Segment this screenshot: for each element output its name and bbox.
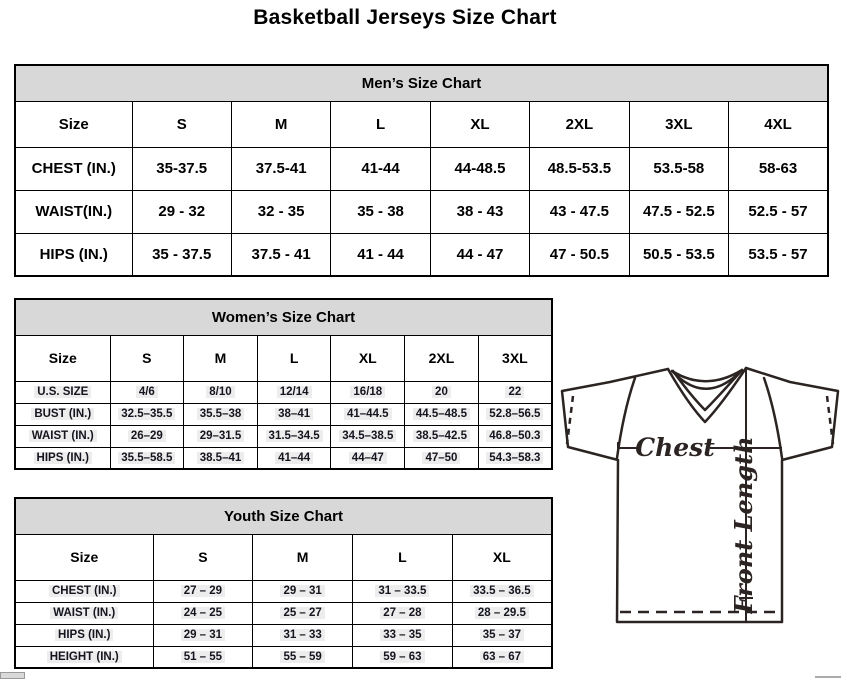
value-cell [530, 233, 629, 276]
value-cell [132, 190, 231, 233]
cell-text: 41–44.5 [344, 408, 392, 420]
cell-text: BUST (IN.) [31, 408, 94, 420]
value-cell [331, 447, 405, 469]
value-cell [132, 147, 231, 190]
row-label [15, 646, 153, 668]
value-cell [405, 403, 479, 425]
cell-text: 27 – 28 [380, 607, 424, 619]
cell-text: 38.5–42.5 [413, 430, 470, 442]
right-sleeve-seam [764, 378, 782, 458]
value-cell [405, 425, 479, 447]
cell-text: 29 – 31 [280, 585, 324, 597]
cell-text: 16/18 [350, 386, 385, 398]
chest-label: Chest [635, 433, 715, 462]
youth-table-title: Youth Size Chart [15, 498, 552, 534]
value-cell [184, 425, 258, 447]
value-cell [257, 447, 331, 469]
column-header: XL [331, 335, 405, 381]
cell-text: 35 - 38 [357, 203, 404, 220]
cell-text: 52.5 - 57 [748, 203, 808, 220]
value-cell [452, 580, 552, 602]
cell-text: 38 - 43 [456, 203, 504, 220]
row-label [15, 580, 153, 602]
cell-text: 20 [432, 386, 451, 398]
mens-size-chart-table [14, 64, 829, 277]
value-cell [478, 447, 552, 469]
cell-text: 8/10 [206, 386, 234, 398]
row-label [15, 147, 132, 190]
cell-text: 52.8–56.5 [486, 408, 543, 420]
cell-text: HIPS (IN.) [34, 452, 92, 464]
cell-text: 47–50 [422, 452, 460, 464]
column-header: S [132, 101, 231, 147]
value-cell [331, 403, 405, 425]
value-cell [253, 602, 353, 624]
womens-size-chart-table [14, 298, 553, 470]
value-cell [452, 602, 552, 624]
value-cell [231, 147, 330, 190]
column-header: 4XL [729, 101, 828, 147]
cell-text: 44 - 47 [456, 245, 504, 263]
cell-text: 41-44 [361, 160, 400, 177]
cell-text: 4/6 [136, 386, 158, 398]
value-cell [253, 646, 353, 668]
value-cell [132, 233, 231, 276]
value-cell [331, 425, 405, 447]
cutoff-fragment [815, 676, 841, 678]
cell-text: 58-63 [758, 160, 798, 177]
cell-text: 12/14 [277, 386, 312, 398]
cell-text: 31 – 33.5 [375, 585, 429, 597]
cell-text: 47 - 50.5 [549, 245, 609, 263]
youth-size-chart-table [14, 497, 553, 669]
cell-text: 43 - 47.5 [549, 203, 609, 220]
column-header: Size [15, 534, 153, 580]
cutoff-fragment [0, 672, 25, 679]
cell-text: U.S. SIZE [34, 386, 91, 398]
cell-text: 24 – 25 [181, 607, 225, 619]
value-cell [110, 381, 184, 403]
column-header: XL [430, 101, 529, 147]
cell-text: WAIST(IN.) [35, 203, 113, 220]
value-cell [353, 580, 453, 602]
value-cell [257, 381, 331, 403]
value-cell [110, 447, 184, 469]
cell-text: HEIGHT (IN.) [47, 651, 122, 663]
cell-text: CHEST (IN.) [31, 160, 116, 177]
row-label [15, 624, 153, 646]
cell-text: 26–29 [128, 430, 166, 442]
value-cell [110, 425, 184, 447]
column-header: S [110, 335, 184, 381]
jersey-measurement-diagram [556, 360, 843, 662]
column-header: 3XL [478, 335, 552, 381]
cell-text: 31.5–34.5 [266, 430, 323, 442]
cell-text: 33 – 35 [380, 629, 424, 641]
column-header: L [353, 534, 453, 580]
cell-text: 41–44 [275, 452, 313, 464]
cell-text: 35 – 37 [480, 629, 524, 641]
cell-text: 59 – 63 [380, 651, 424, 663]
cell-text: 29–31.5 [197, 430, 245, 442]
row-label [15, 602, 153, 624]
column-header: M [184, 335, 258, 381]
cell-text: 46.8–50.3 [486, 430, 543, 442]
cell-text: 63 – 67 [480, 651, 524, 663]
women-table-title: Women’s Size Chart [15, 299, 552, 335]
front-length-label: Front Length [729, 436, 758, 614]
row-label [15, 403, 110, 425]
cell-text: 55 – 59 [280, 651, 324, 663]
column-header: Size [15, 101, 132, 147]
value-cell [231, 233, 330, 276]
value-cell [729, 190, 828, 233]
cell-text: 53.5-58 [653, 160, 705, 177]
cell-text: 44.5–48.5 [413, 408, 470, 420]
value-cell [184, 447, 258, 469]
cell-text: CHEST (IN.) [49, 585, 120, 597]
row-label [15, 233, 132, 276]
value-cell [629, 233, 728, 276]
cell-text: 33.5 – 36.5 [470, 585, 534, 597]
cell-text: 44-48.5 [454, 160, 506, 177]
row-label [15, 447, 110, 469]
cell-text: 27 – 29 [181, 585, 225, 597]
column-header: Size [15, 335, 110, 381]
cell-text: 34.5–38.5 [339, 430, 396, 442]
value-cell [153, 580, 253, 602]
cell-text: 44–47 [349, 452, 387, 464]
cell-text: WAIST (IN.) [50, 607, 118, 619]
cell-text: 32 - 35 [257, 203, 305, 220]
value-cell [257, 403, 331, 425]
value-cell [430, 190, 529, 233]
cell-text: 35.5–38 [197, 408, 245, 420]
cell-text: 28 – 29.5 [475, 607, 529, 619]
men-table-title: Men’s Size Chart [15, 65, 828, 101]
cell-text: 29 – 31 [181, 629, 225, 641]
value-cell [430, 147, 529, 190]
column-header: XL [452, 534, 552, 580]
row-label [15, 425, 110, 447]
column-header: 2XL [530, 101, 629, 147]
cell-text: 31 – 33 [280, 629, 324, 641]
cell-text: 41 - 44 [357, 245, 404, 263]
cell-text: 54.3–58.3 [486, 452, 543, 464]
value-cell [153, 602, 253, 624]
value-cell [405, 447, 479, 469]
value-cell [452, 646, 552, 668]
value-cell [331, 190, 430, 233]
value-cell [729, 233, 828, 276]
value-cell [331, 147, 430, 190]
cell-text: 47.5 - 52.5 [642, 203, 715, 220]
value-cell [629, 147, 728, 190]
value-cell [110, 403, 184, 425]
value-cell [405, 381, 479, 403]
value-cell [478, 403, 552, 425]
value-cell [257, 425, 331, 447]
cell-text: 29 - 32 [158, 203, 206, 220]
value-cell [452, 624, 552, 646]
value-cell [253, 580, 353, 602]
value-cell [629, 190, 728, 233]
column-header: M [253, 534, 353, 580]
value-cell [253, 624, 353, 646]
cell-text: 48.5-53.5 [547, 160, 612, 177]
cell-text: 35-37.5 [156, 160, 208, 177]
value-cell [153, 624, 253, 646]
column-header: S [153, 534, 253, 580]
value-cell [153, 646, 253, 668]
cell-text: 38–41 [275, 408, 313, 420]
row-label [15, 190, 132, 233]
cell-text: 35 - 37.5 [152, 245, 212, 263]
value-cell [530, 147, 629, 190]
value-cell [729, 147, 828, 190]
cell-text: 25 – 27 [280, 607, 324, 619]
left-sleeve-seam [617, 378, 635, 458]
value-cell [430, 233, 529, 276]
page-title: Basketball Jerseys Size Chart [253, 6, 557, 29]
cell-text: 22 [505, 386, 524, 398]
value-cell [184, 381, 258, 403]
column-header: L [257, 335, 331, 381]
cell-text: 50.5 - 53.5 [642, 245, 715, 263]
cell-text: 38.5–41 [197, 452, 245, 464]
cell-text: 37.5 - 41 [251, 245, 311, 263]
value-cell [353, 602, 453, 624]
value-cell [331, 233, 430, 276]
value-cell [331, 381, 405, 403]
row-label [15, 381, 110, 403]
column-header: M [231, 101, 330, 147]
cell-text: 51 – 55 [181, 651, 225, 663]
cell-text: 37.5-41 [255, 160, 307, 177]
column-header: 2XL [405, 335, 479, 381]
value-cell [530, 190, 629, 233]
cell-text: 53.5 - 57 [748, 245, 808, 263]
value-cell [184, 403, 258, 425]
cell-text: WAIST (IN.) [29, 430, 97, 442]
cell-text: 32.5–35.5 [118, 408, 175, 420]
value-cell [231, 190, 330, 233]
value-cell [478, 425, 552, 447]
column-header: 3XL [629, 101, 728, 147]
value-cell [478, 381, 552, 403]
cell-text: 35.5–58.5 [118, 452, 175, 464]
value-cell [353, 646, 453, 668]
column-header: L [331, 101, 430, 147]
value-cell [353, 624, 453, 646]
cell-text: HIPS (IN.) [55, 629, 113, 641]
cell-text: HIPS (IN.) [39, 245, 108, 263]
